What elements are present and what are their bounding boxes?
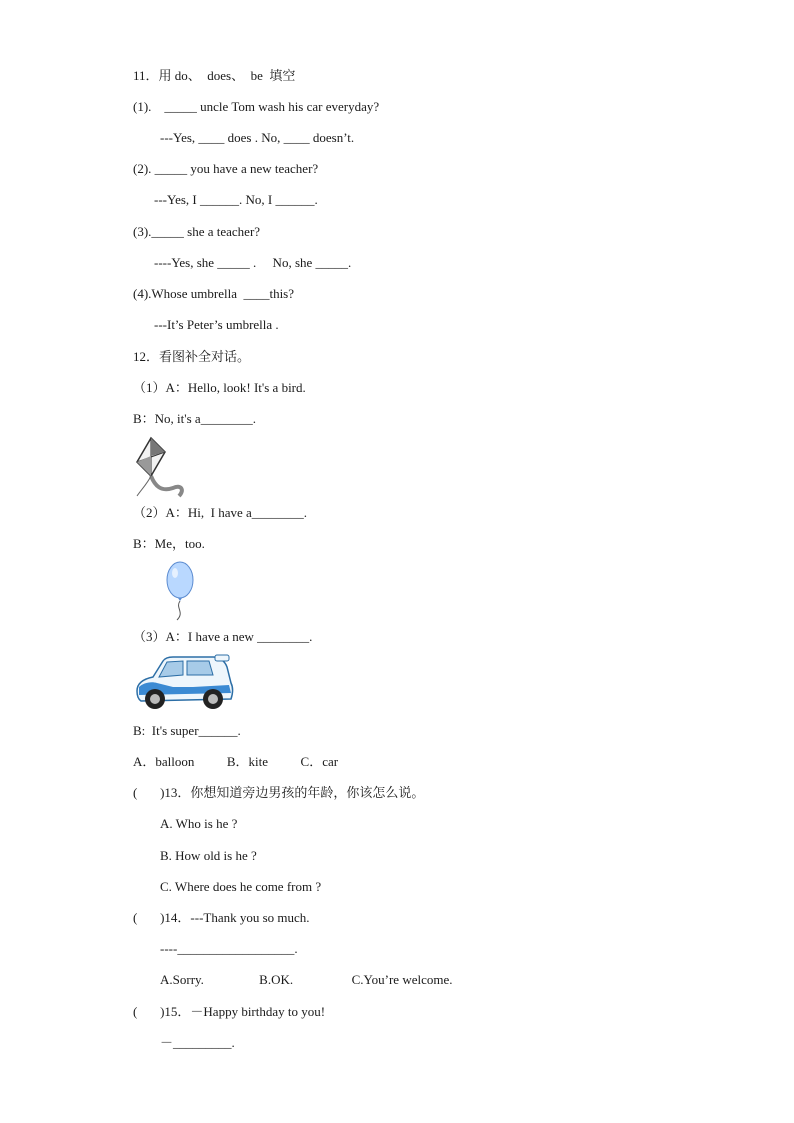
q11-line-6: ----Yes, she _____ . No, she _____. <box>154 255 352 270</box>
q15-stem: ( )15．－Happy birthday to you! <box>133 1004 326 1019</box>
q12-options: A．balloon B．kite C．car <box>133 754 339 769</box>
q13-option-b: B. How old is he ? <box>160 848 257 863</box>
q12-title: 12．看图补全对话。 <box>133 349 251 364</box>
q11-line-4: ---Yes, I ______. No, I ______. <box>154 192 318 207</box>
q11-line-2: ---Yes, ____ does . No, ____ doesn’t. <box>160 130 355 145</box>
q11-line-8: ---It’s Peter’s umbrella . <box>154 317 279 332</box>
car-image <box>133 653 237 713</box>
q13-option-c: C. Where does he come from ? <box>160 879 322 894</box>
q14-options: A.Sorry. B.OK. C.You’re welcome. <box>160 972 453 987</box>
q13-stem: ( )13．你想知道旁边男孩的年龄，你该怎么说。 <box>133 785 425 800</box>
q15-blank: －_________. <box>160 1035 235 1050</box>
balloon-image <box>133 558 225 622</box>
kite-image <box>133 434 195 498</box>
q11-line-7: (4).Whose umbrella ____this? <box>133 286 295 301</box>
q11-line-5: (3)._____ she a teacher? <box>133 224 261 239</box>
q12-p2-b: B：Me，too. <box>133 536 205 551</box>
q11-line-1: (1). _____ uncle Tom wash his car everyday? <box>133 99 380 114</box>
q12-p1-a: （1）A：Hello, look! It's a bird. <box>133 380 306 395</box>
q12-p3-a: （3）A：I have a new ________. <box>133 629 313 644</box>
q11-line-3: (2). _____ you have a new teacher? <box>133 161 319 176</box>
q14-blank: ----__________________. <box>160 941 298 956</box>
q14-stem: ( )14．---Thank you so much. <box>133 910 310 925</box>
q12-p2-a: （2）A：Hi, I have a________. <box>133 505 308 520</box>
q12-p3-b: B: It's super______. <box>133 723 241 738</box>
q13-option-a: A. Who is he ? <box>160 816 238 831</box>
q12-p1-b: B：No, it's a________. <box>133 411 256 426</box>
q11-title: 11．用 do、 does、 be 填空 <box>133 68 296 83</box>
